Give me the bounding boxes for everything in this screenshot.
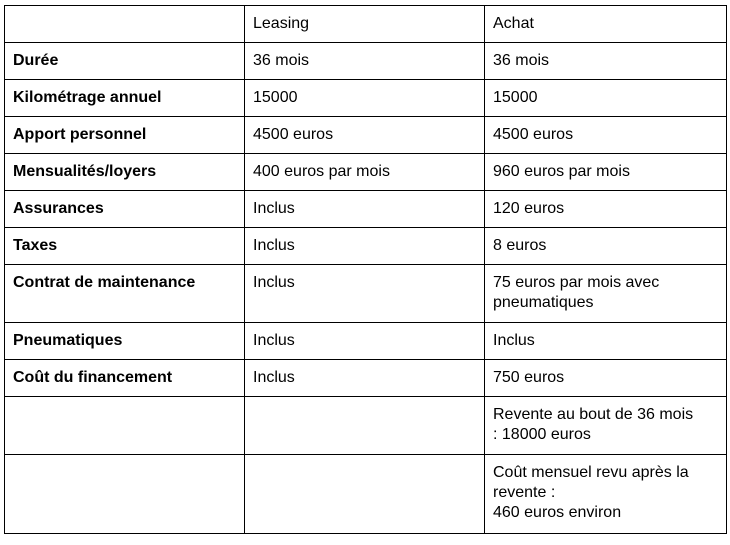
achat-cell: 75 euros par mois avec pneumatiques [485, 265, 727, 323]
row-label [5, 397, 245, 455]
row-label [5, 455, 245, 534]
leasing-cell: Inclus [245, 191, 485, 228]
leasing-cell: 4500 euros [245, 117, 485, 154]
table-row [5, 323, 727, 360]
header-cell-leasing: Leasing [245, 6, 485, 43]
row-label: Taxes [5, 228, 245, 265]
row-label: Apport personnel [5, 117, 245, 154]
row-label: Contrat de maintenance [5, 265, 245, 323]
table-row [5, 154, 727, 191]
row-label: Mensualités/loyers [5, 154, 245, 191]
leasing-cell: Inclus [245, 228, 485, 265]
achat-cell: 120 euros [485, 191, 727, 228]
table-row [5, 80, 727, 117]
achat-cell: Inclus [485, 323, 727, 360]
leasing-cell: Inclus [245, 323, 485, 360]
achat-cell: 750 euros [485, 360, 727, 397]
table-row [5, 117, 727, 154]
leasing-cell [245, 397, 485, 455]
achat-cell: 36 mois [485, 43, 727, 80]
row-label: Durée [5, 43, 245, 80]
leasing-cell [245, 455, 485, 534]
leasing-cell: 400 euros par mois [245, 154, 485, 191]
achat-cell: 8 euros [485, 228, 727, 265]
leasing-cell: 36 mois [245, 43, 485, 80]
leasing-cell: Inclus [245, 265, 485, 323]
comparison-table [4, 5, 727, 534]
row-label: Pneumatiques [5, 323, 245, 360]
leasing-cell: 15000 [245, 80, 485, 117]
achat-cell: 15000 [485, 80, 727, 117]
row-label: Assurances [5, 191, 245, 228]
leasing-cell: Inclus [245, 360, 485, 397]
table-row [5, 397, 727, 455]
table-row [5, 455, 727, 534]
table-header-row [5, 6, 727, 43]
header-cell-achat: Achat [485, 6, 727, 43]
table-row [5, 43, 727, 80]
achat-cell: 4500 euros [485, 117, 727, 154]
row-label: Coût du financement [5, 360, 245, 397]
row-label: Kilométrage annuel [5, 80, 245, 117]
achat-cell: Revente au bout de 36 mois : 18000 euros [485, 397, 727, 455]
table-row [5, 228, 727, 265]
header-cell-empty [5, 6, 245, 43]
table-row [5, 265, 727, 323]
table-row [5, 360, 727, 397]
achat-cell: Coût mensuel revu après la revente : 460 euros environ [485, 455, 727, 534]
table-row [5, 191, 727, 228]
achat-cell: 960 euros par mois [485, 154, 727, 191]
